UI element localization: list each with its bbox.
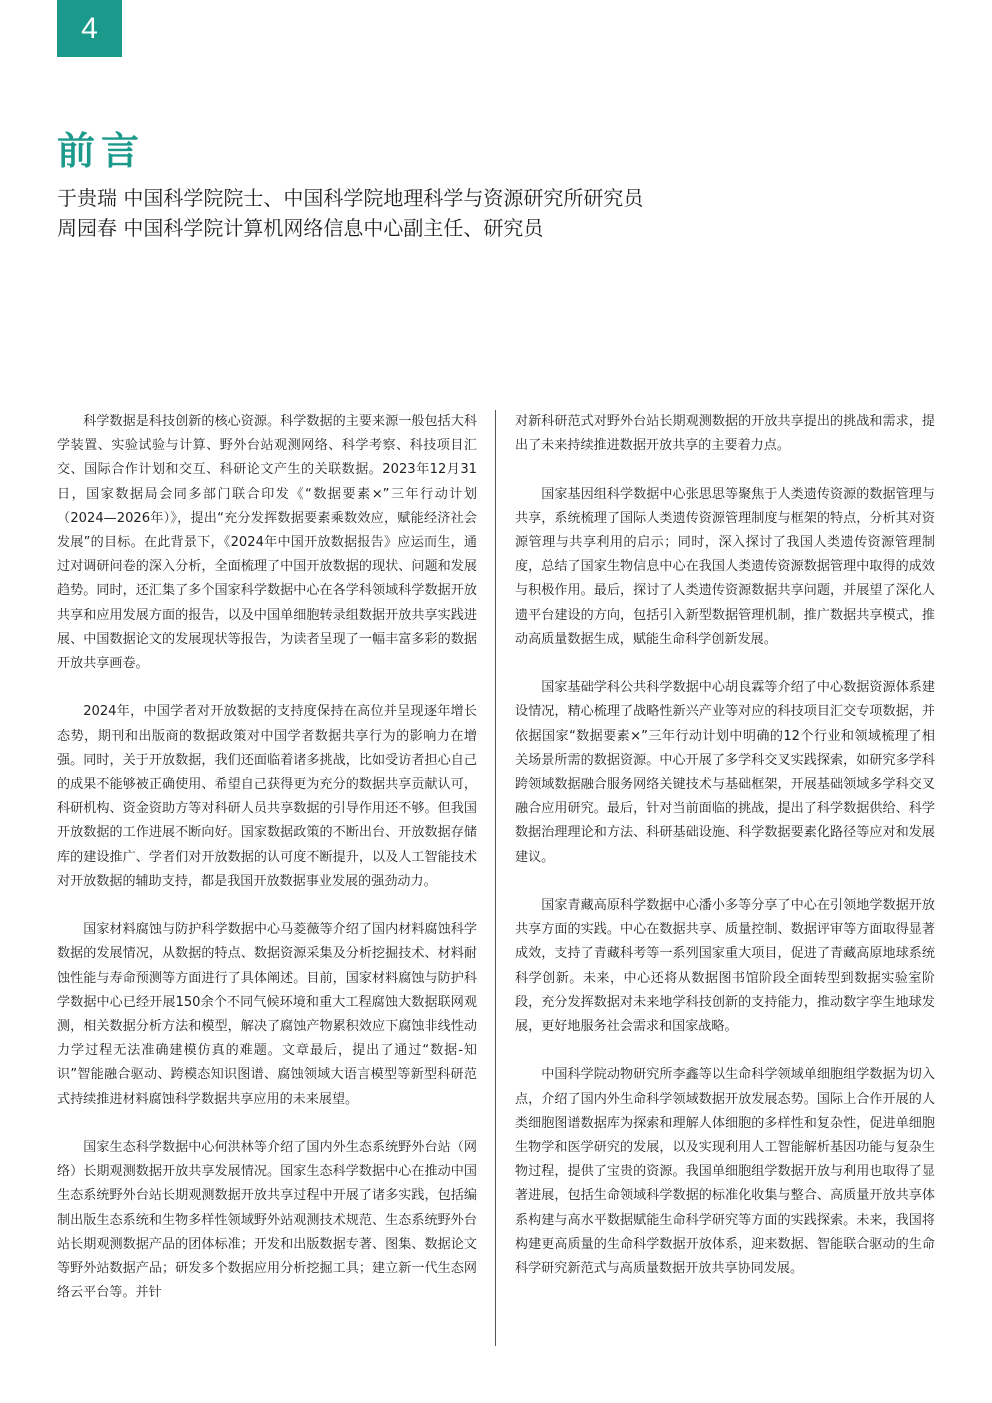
body-paragraph: 国家青藏高原科学数据中心潘小多等分享了中心在引领地学数据开放共享方面的实践。中心在数据共享、质量控制、数据评审等方面取得显著成效，支持了青藏科考等一系列国家重大项目，促进了青藏高原地球系统科学创新。未来，中心还将从数据图书馆阶段全面转型到数据实验室阶段，充分发挥数据对未来地学科技创新的支持能力，推动数字孪生地球发展，更好地服务社会需求和国家战略。 — [515, 898, 935, 1035]
page-number-badge — [57, 0, 122, 57]
body-paragraph: 国家材料腐蚀与防护科学数据中心马菱薇等介绍了国内材料腐蚀科学数据的发展情况，从数据的特点、数据资源采集及分析挖掘技术、材料耐蚀性能与寿命预测等方面进行了具体阐述。目前，国家材料腐蚀与防护科学数据中心已经开展150余个不同气候环境和重大工程腐蚀大数据联网观测，相关数据分析方法和模型，解决了腐蚀产物累积效应下腐蚀非线性动力学过程无法准确建模仿真的难题。文章最后，提出了通过“数据-知识”智能融合驱动、跨模态知识图谱、腐蚀领域大语言模型等新型科研范式持续推进材料腐蚀科学数据共享应用的未来展望。 — [57, 922, 477, 1107]
author-line: 于贵瑞 中国科学院院士、中国科学院地理科学与资源研究所研究员 — [57, 186, 644, 210]
body-paragraph: 国家基础学科公共科学数据中心胡良霖等介绍了中心数据资源体系建设情况，精心梳理了战略性新兴产业等对应的科技项目汇交专项数据，并依据国家“数据要素×”三年行动计划中明确的12个行业和领域梳理了相关场景所需的数据资源。中心开展了多学科交叉实践探索，如研究多学科跨领域数据融合服务网络关键技术与基础框架，开展基础领域多学科交叉融合应用研究。最后，针对当前面临的挑战，提出了科学数据供给、科学数据治理理论和方法、科研基础设施、科学数据要素化路径等应对和发展建议。 — [515, 680, 935, 865]
page-title: 前言 — [57, 129, 146, 173]
body-paragraph: 国家生态科学数据中心何洪林等介绍了国内外生态系统野外台站（网络）长期观测数据开放共享发展情况。国家生态科学数据中心在推动中国生态系统野外台站长期观测数据开放共享过程中开展了诸多实践，包括编制出版生态系统和生物多样性领域野外站观测技术规范、生态系统野外台站长期观测数据产品的团体标准；开发和出版数据专著、图集、数据论文等野外站数据产品；研发多个数据应用分析挖掘工具；建立新一代生态网络云平台等。并针 — [57, 1140, 477, 1301]
author-block — [57, 183, 643, 243]
body-paragraph: 中国科学院动物研究所李鑫等以生命科学领域单细胞组学数据为切入点，介绍了国内外生命科学领域数据开放发展态势。国际上合作开展的人类细胞图谱数据库为探索和理解人体细胞的多样性和复杂性，促进单细胞生物学和医学研究的发展，以及实现利用人工智能解析基因功能与复杂生物过程，提供了宝贵的资源。我国单细胞组学数据开放与利用也取得了显著进展，包括生命领域科学数据的标准化收集与整合、高质量开放共享体系构建与高水平数据赋能生命科学研究等方面的实践探索。未来，我国将构建更高质量的生命科学数据开放体系，迎来数据、智能联合驱动的生命科学研究新范式与高质量数据开放共享协同发展。 — [515, 1067, 935, 1277]
left-text-column — [57, 410, 477, 1330]
page-number: 4 — [81, 11, 98, 45]
column-divider — [495, 410, 496, 1346]
right-text-column — [515, 410, 935, 1305]
author-line: 周园春 中国科学院计算机网络信息中心副主任、研究员 — [57, 216, 544, 240]
body-paragraph: 科学数据是科技创新的核心资源。科学数据的主要来源一般包括大科学装置、实验试验与计算、野外台站观测网络、科学考察、科技项目汇交、国际合作计划和交互、科研论文产生的关联数据。2023年12月31日，国家数据局会同多部门联合印发《“数据要素×”三年行动计划（2024—2026年）》，提出“充分发挥数据要素乘数效应，赋能经济社会发展”的目标。在此背景下，《2024年中国开放数据报告》应运而生，通过对调研问卷的深入分析，全面梳理了中国开放数据的现状、问题和发展趋势。同时，还汇集了多个国家科学数据中心在各学科领域科学数据开放共享和应用发展方面的报告，以及中国单细胞转录组数据开放共享实践进展、中国数据论文的发展现状等报告，为读者呈现了一幅丰富多彩的数据开放共享画卷。 — [57, 414, 477, 672]
body-paragraph-continuation: 对新科研范式对野外台站长期观测数据的开放共享提出的挑战和需求，提出了未来持续推进数据开放共享的主要着力点。 — [515, 414, 935, 454]
body-paragraph: 2024年，中国学者对开放数据的支持度保持在高位并呈现逐年增长态势，期刊和出版商的数据政策对中国学者数据共享行为的影响力在增强。同时，关于开放数据，我们还面临着诸多挑战，比如受访者担心自己的成果不能够被正确使用、希望自己获得更为充分的数据共享贡献认可，科研机构、资金资助方等对科研人员共享数据的引导作用还不够。但我国开放数据的工作进展不断向好。国家数据政策的不断出台、开放数据存储库的建设推广、学者们对开放数据的认可度不断提升，以及人工智能技术对开放数据的辅助支持，都是我国开放数据事业发展的强劲动力。 — [57, 704, 477, 889]
body-paragraph: 国家基因组科学数据中心张思思等聚焦于人类遗传资源的数据管理与共享，系统梳理了国际人类遗传资源管理制度与框架的特点，分析其对资源管理与共享利用的启示；同时，深入探讨了我国人类遗传资源管理制度，总结了国家生物信息中心在我国人类遗传资源数据管理中取得的成效与积极作用。最后，探讨了人类遗传资源数据共享问题，并展望了深化人遗平台建设的方向，包括引入新型数据管理机制，推广数据共享模式，推动高质量数据生成，赋能生命科学创新发展。 — [515, 486, 935, 647]
